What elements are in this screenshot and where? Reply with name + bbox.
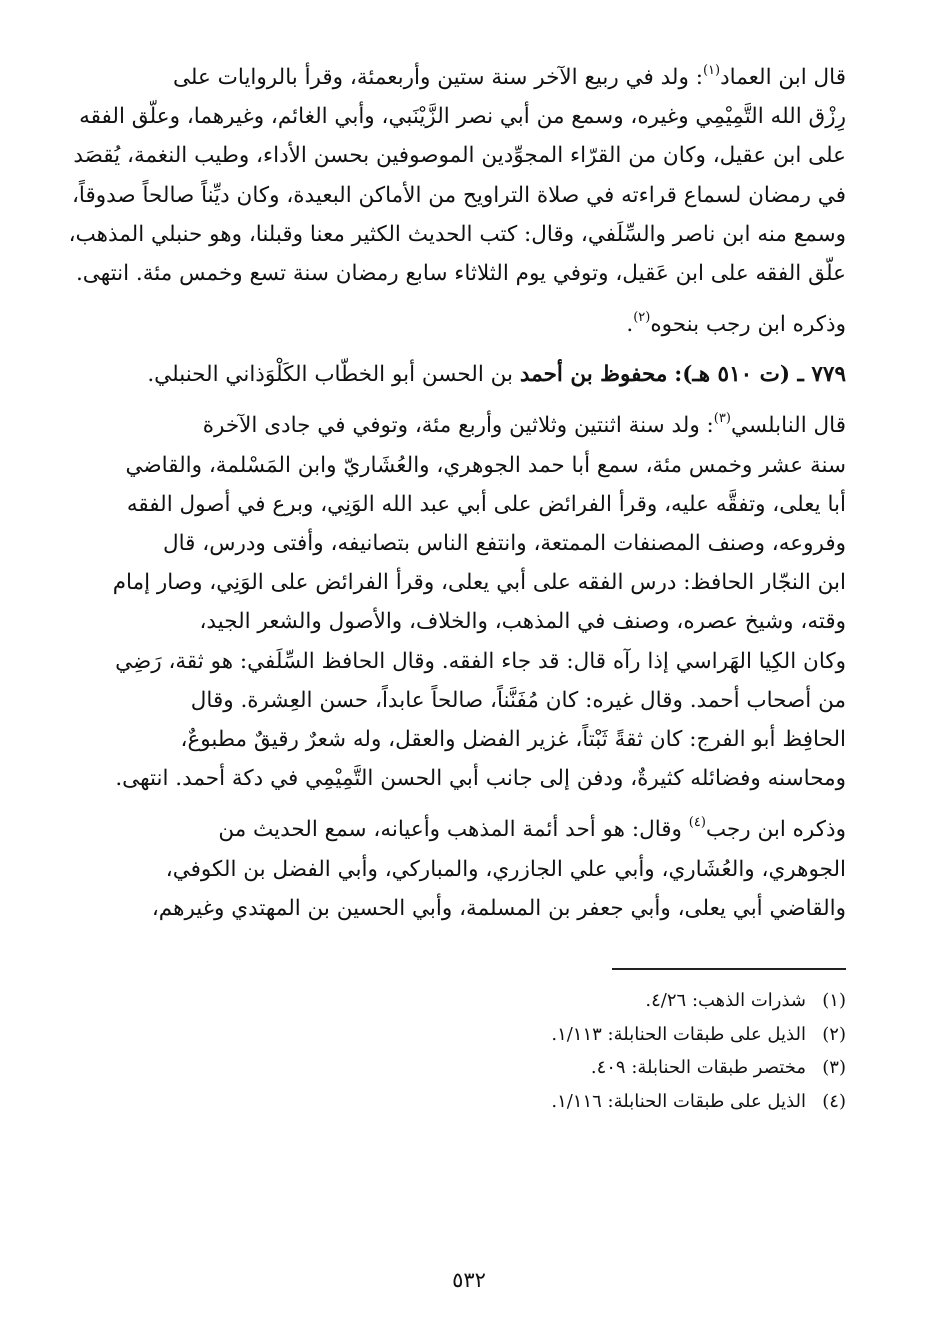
footnote-item [96, 1085, 846, 1119]
footnote-item [96, 1018, 846, 1052]
footnote-mark[interactable]: (١) [702, 63, 721, 78]
text-segment: قال ابن العماد [720, 65, 846, 90]
paragraph-ibn-al-imad [68, 58, 846, 293]
text-line: الحافِظ أبو الفرج: كان ثقةً ثَبْتاً، غزير الفضل والعقل، وله شعرٌ رقيقٌ مطبوعٌ، [180, 727, 846, 753]
text-line: رِزْق الله التَّمِيْمِي وغيره، وسمع من أبي نصر الزَّيْنَبي، وأبي الغائم، وغيرهما، وعلّق الفقه [79, 104, 846, 130]
text-line: وسمع منه ابن ناصر والسِّلَفي، وقال: كتب الحديث الكثير معنا وقبلنا، وهو حنبلي المذهب، [68, 221, 846, 247]
page-number: ٥٣٢ [452, 1268, 486, 1292]
text-line: على ابن عقيل، وكان من القرّاء المجوِّدين الموصوفين بحسن الأداء، وطيب النغمة، يُقصَد [73, 143, 846, 169]
text-line: من أصحاب أحمد. وقال غيره: كان مُفَنَّناً، صالحاً عابداً، حسن العِشرة. وقال [190, 687, 846, 713]
text-line: والقاضي أبي يعلى، وأبي جعفر بن المسلمة، وأبي الحسين بن المهتدي وغيرهم، [151, 895, 846, 921]
footnote-text: الذيل على طبقات الحنابلة: ١/١١٣. [551, 1023, 806, 1045]
text-line: ومحاسنه وفضائله كثيرةٌ، ودفن إلى جانب أبي الحسن التَّمِيْمِي في دكة أحمد. انتهى. [115, 766, 846, 792]
text-line [96, 58, 846, 97]
text-line [96, 406, 846, 445]
footnote-number: (٤) [822, 1090, 846, 1112]
text-line: وكان الكِيا الهَراسي إذا رآه قال: قد جاء الفقه. وقال الحافظ السِّلَفي: هو ثقة، رَضِي [115, 648, 846, 674]
footnote-mark[interactable]: (٢) [633, 310, 651, 326]
entry-name-rest: بن الحسن أبو الخطّاب الكَلْوَذاني الحنبلي. [147, 362, 514, 388]
text-segment: وذكره ابن رجب [705, 817, 846, 843]
footnote-number: (١) [822, 990, 846, 1012]
paragraph-nabulsi [96, 406, 846, 798]
text-line: وقته، وشيخ عصره، وصنف في المذهب، والخلاف، والأصول والشعر الجيد، [199, 609, 846, 635]
entry-name: محفوظ بن أحمد [519, 362, 668, 388]
text-line: الجوهري، والعُشَاري، وأبي علي الجازري، والمباركي، وأبي الفضل بن الكوفي، [165, 856, 846, 882]
text-line: سنة عشر وخمس مئة، سمع أبا حمد الجوهري، والعُشَاريّ وابن المَسْلمة، والقاضي [125, 452, 846, 478]
text-line: في رمضان لسماع قراءته في صلاة التراويح من الأماكن البعيدة، وكان ديِّناً صالحاً صدوقاً، [71, 182, 846, 208]
text-line: أبا يعلى، وتفقَّه عليه، وقرأ الفرائض على أبي عبد الله الوَنِي، وبرع في أصول الفقه [126, 491, 846, 517]
paragraph-ibn-rajab-1 [96, 305, 846, 344]
text-line: وفروعه، وصنف المصنفات الممتعة، وانتفع الناس بتصانيفه، وأفتى ودرس، قال [162, 531, 846, 557]
paragraph-ibn-rajab-2 [96, 810, 846, 928]
footnote-item [96, 1051, 846, 1085]
footnote-number: (٢) [822, 1023, 846, 1045]
footnote-item [96, 984, 846, 1018]
footnote-text: الذيل على طبقات الحنابلة: ١/١١٦. [551, 1090, 806, 1112]
footnote-divider [612, 968, 846, 970]
footnotes [96, 984, 846, 1118]
text-line [96, 305, 846, 344]
entry-number: ٧٧٩ ـ (ت ٥١٠ هـ): [674, 362, 846, 388]
footnote-mark[interactable]: (٣) [713, 411, 731, 427]
footnote-mark[interactable]: (٤) [688, 815, 706, 831]
text-line: علّق الفقه على ابن عَقيل، وتوفي يوم الثلاثاء سابع رمضان سنة تسع وخمس مئة. انتهى. [75, 261, 846, 287]
text-segment: وقال: هو أحد أئمة المذهب وأعيانه، سمع الحديث من [218, 817, 689, 843]
text-line: ابن النجّار الحافظ: درس الفقه على أبي يعلى، وقرأ الفرائض على الوَنِي، وصار إمام [112, 570, 846, 596]
text-segment: وذكره ابن رجب بنحوه [650, 312, 846, 338]
text-line [96, 810, 846, 849]
footnote-text: مختصر طبقات الحنابلة: ٤٠٩. [590, 1057, 806, 1079]
entry-heading-779 [96, 356, 846, 394]
footnote-number: (٣) [822, 1057, 846, 1079]
text-segment: : ولد سنة اثنتين وثلاثين وأربع مئة، وتوفي في جادى الآخرة [202, 413, 714, 439]
text-segment: : ولد في ربيع الآخر سنة ستين وأربعمئة، وقرأ بالروايات على [172, 65, 703, 90]
text-segment: قال النابلسي [730, 413, 846, 439]
footnote-text: شذرات الذهب: ٤/٢٦. [645, 990, 806, 1012]
text-segment: . [626, 312, 634, 338]
